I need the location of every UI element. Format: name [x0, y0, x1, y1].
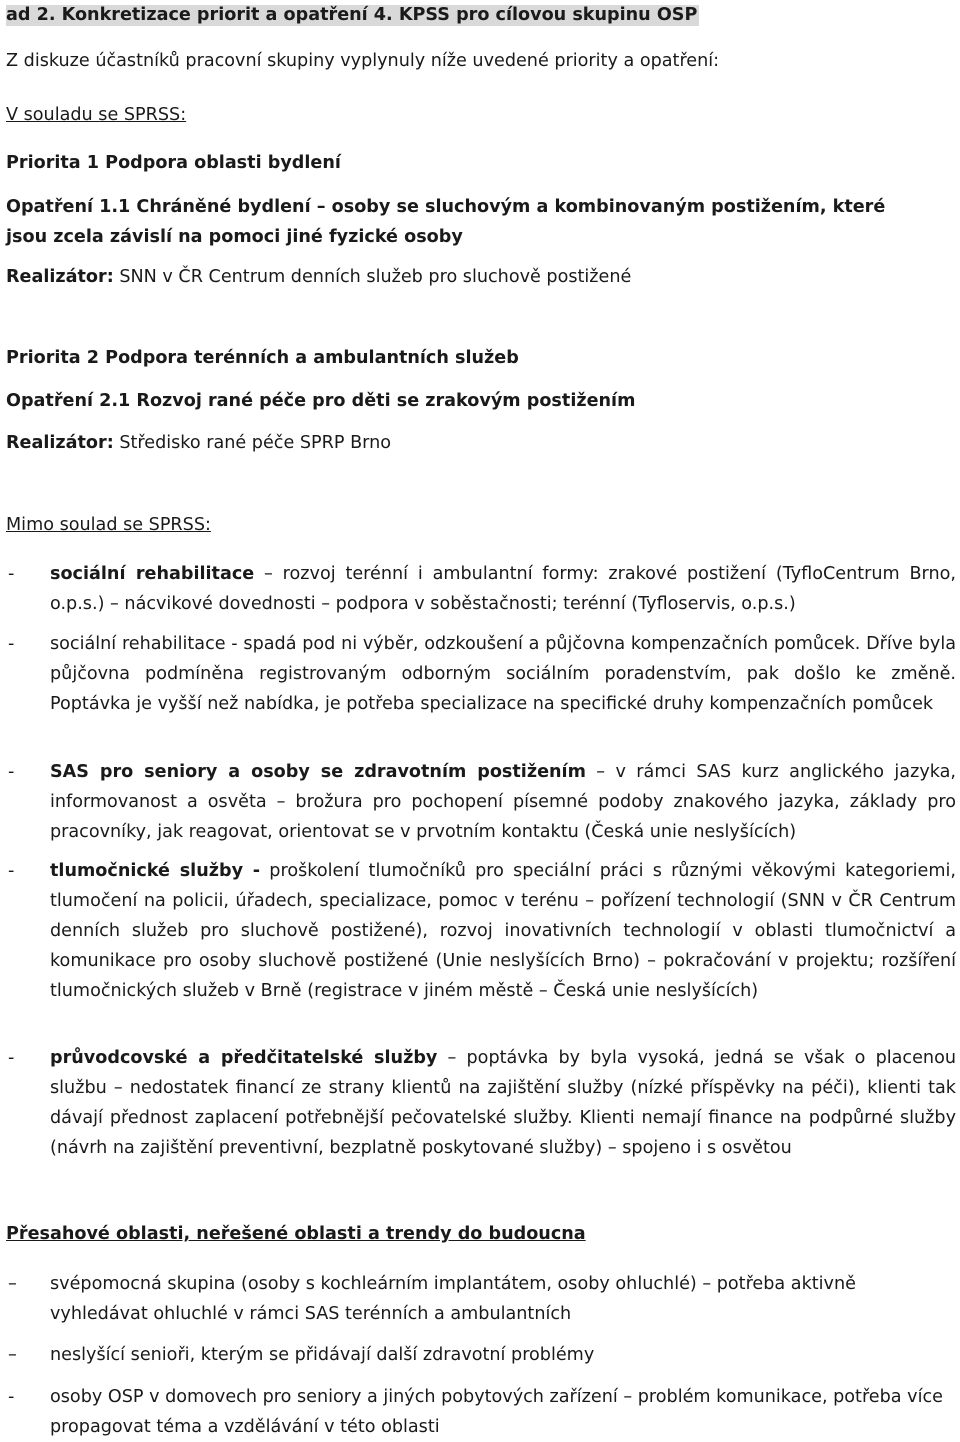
list-dash: -	[8, 861, 15, 881]
page-heading	[6, 0, 699, 30]
priority1-measure-line2: jsou zcela závislí na pomoci jiné fyzické osoby	[6, 227, 463, 247]
list-item-bold: SAS pro seniory a osoby se zdravotním postižením	[50, 762, 586, 782]
list-dash: -	[8, 1387, 15, 1407]
list-dash: –	[8, 1274, 17, 1294]
list-item-text: osoby OSP v domovech pro seniory a jiných pobytových zařízení – problém komunikace, potřeba více propagovat téma a vzdělávání v této oblasti	[50, 1387, 943, 1437]
list-item-bold: tlumočnické služby -	[50, 861, 261, 881]
in-line-label: V souladu se SPRSS:	[6, 105, 187, 125]
heading-text: ad 2. Konkretizace priorit a opatření 4. KPSS pro cílovou skupinu OSP	[6, 5, 698, 25]
priority1-measure-line1: Opatření 1.1 Chráněné bydlení – osoby se sluchovým a kombinovaným postižením, které	[6, 197, 886, 217]
list-dash: -	[8, 634, 15, 654]
list-item	[6, 856, 956, 1006]
realizer-value: Středisko rané péče SPRP Brno	[113, 433, 391, 453]
priority1-title: Priorita 1 Podpora oblasti bydlení	[6, 153, 341, 173]
list-dash: –	[8, 1345, 17, 1365]
realizer-value: SNN v ČR Centrum denních služeb pro sluchově postižené	[113, 267, 632, 287]
list-item	[6, 629, 956, 719]
intro-text: Z diskuze účastníků pracovní skupiny vyplynuly níže uvedené priority a opatření:	[6, 51, 720, 71]
list-item	[6, 559, 956, 619]
list-dash: -	[8, 1048, 15, 1068]
list-item	[6, 1382, 956, 1442]
list-item-text	[50, 856, 956, 1006]
list-item	[6, 1043, 956, 1163]
list-item-bold: průvodcovské a předčitatelské služby	[50, 1048, 438, 1068]
priority2-realizer	[6, 428, 391, 458]
list-item-body: – poptávka by byla vysoká, jedná se však o placenou službu – nedostatek financí ze strany klientů na zajištění služby (nízké příspěvky na péči), klienti tak dávají přednost zaplacení potřebnější pečovatelské služby. Klienti nemají finance na podpůrné služby (návrh na zajištění preventivní, bezplatně poskytované služby) – spojeno i s osvětou	[50, 1048, 956, 1158]
realizer-label: Realizátor:	[6, 433, 114, 453]
list-item-body: – v rámci SAS kurz anglického jazyka, informovanost a osvěta – brožura pro pochopení písemné podoby znakového jazyka, základy pro pracovníky, jak reagovat, orientovat se v prvotním kontaktu (Česká unie neslyšících)	[50, 762, 956, 842]
list-dash: -	[8, 564, 15, 584]
list-dash: -	[8, 762, 15, 782]
priority2-title: Priorita 2 Podpora terénních a ambulantních služeb	[6, 348, 519, 368]
priority2-measure: Opatření 2.1 Rozvoj rané péče pro děti se zrakovým postižením	[6, 391, 636, 411]
list-item-body: – rozvoj terénní i ambulantní formy: zrakové postižení (TyfloCentrum Brno, o.p.s.) – nácvikové dovednosti – podpora v soběstačnosti; terénní (Tyfloservis, o.p.s.)	[50, 564, 956, 614]
list-item-text: neslyšící senioři, kterým se přidávají další zdravotní problémy	[50, 1345, 595, 1365]
list-item-text	[50, 757, 956, 847]
list-item-body: sociální rehabilitace - spadá pod ni výběr, odzkoušení a půjčovna kompenzačních pomůcek. Dříve byla půjčovna podmíněna registrovaným odborným sociálním poradenstvím, pak došlo ke změně. Poptávka je vyšší než nabídka, je potřeba specializace na specifické druhy kompenzačních pomůcek	[50, 634, 956, 714]
list-item-bold: sociální rehabilitace	[50, 564, 255, 584]
realizer-label: Realizátor:	[6, 267, 114, 287]
list-item-text	[50, 559, 956, 619]
list-item-body: proškolení tlumočníků pro speciální práci s různými věkovými kategoriemi, tlumočení na policii, úřadech, specializace, pomoc v terénu – pořízení technologií (SNN v ČR Centrum denních služeb pro sluchově postižené), rozvoj inovativních technologií v oblasti tlumočnictví a komunikace pro osoby sluchově postižené (Unie neslyšících Brno) – pokračování v projektu; rozšíření tlumočnických služeb v Brně (registrace v jiném městě – Česká unie neslyšících)	[50, 861, 957, 1001]
list-item	[6, 1340, 956, 1370]
section2-title: Přesahové oblasti, neřešené oblasti a trendy do budoucna	[6, 1224, 586, 1244]
list-item	[6, 757, 956, 847]
list-item-text	[50, 1043, 956, 1163]
out-line-label: Mimo soulad se SPRSS:	[6, 515, 211, 535]
priority1-realizer	[6, 262, 631, 292]
list-item	[6, 1269, 956, 1329]
list-item-text: svépomocná skupina (osoby s kochleárním implantátem, osoby ohluchlé) – potřeba aktivně vyhledávat ohluchlé v rámci SAS terénních a ambulantních	[50, 1274, 856, 1324]
list-item-text	[50, 629, 956, 719]
